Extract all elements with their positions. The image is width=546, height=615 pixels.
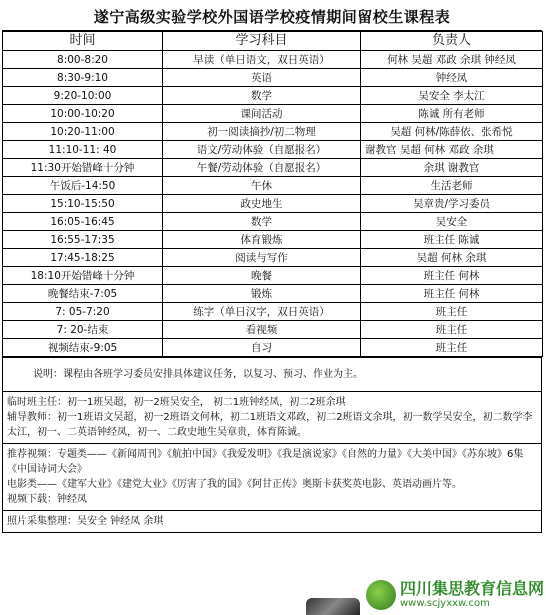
cell-subject: 早读（单日语文，双日英语） [163,51,361,69]
cell-owner: 吴超 何林/陈薛依、张希悦 [361,123,543,141]
avatar-thumbnail [306,598,360,615]
cell-subject: 锻炼 [163,285,361,303]
table-row [3,177,543,195]
cell-time: 午饭后-14:50 [3,177,163,195]
cell-time: 18:10开始错峰十分钟 [3,267,163,285]
cell-subject: 阅读与写作 [163,249,361,267]
cell-subject: 数学 [163,213,361,231]
cell-owner: 吴章贵/学习委员 [361,195,543,213]
cell-time: 7: 20-结束 [3,321,163,339]
cell-owner: 班主任 陈诚 [361,231,543,249]
cell-owner: 陈诚 所有老师 [361,105,543,123]
cell-owner: 钟经凤 [361,69,543,87]
table-row [3,231,543,249]
cell-subject: 体育锻炼 [163,231,361,249]
globe-leaf-logo-icon [366,580,396,610]
cell-owner: 班主任 [361,339,543,357]
table-row [3,267,543,285]
video-note [3,443,541,510]
cell-time: 8:00-8:20 [3,51,163,69]
recommended-videos: 推荐视频：专题类——《新闻周刊》《航拍中国》《我爱发明》《我是演说家》《自然的力量》《大美中国》《苏东坡》6集 《中国诗词大会》 [7,449,524,475]
page-title: 遂宁高级实验学校外国语学校疫情期间留校生课程表 [2,4,542,31]
cell-owner: 生活老师 [361,177,543,195]
cell-subject: 数学 [163,87,361,105]
cell-subject: 初一阅读摘抄/初二物理 [163,123,361,141]
notes-section [2,357,542,533]
table-row [3,123,543,141]
watermark-name: 四川集思教育信息网 [400,578,545,598]
cell-owner: 班主任 [361,321,543,339]
table-row [3,249,543,267]
cell-subject: 自习 [163,339,361,357]
table-row [3,51,543,69]
cell-owner: 班主任 何林 [361,285,543,303]
cell-subject: 看视频 [163,321,361,339]
watermark-url: www.scjyxxw.com [400,597,490,609]
table-row [3,69,543,87]
cell-time: 7: 05-7:20 [3,303,163,321]
cell-owner: 吴安全 [361,213,543,231]
cell-owner: 吴安全 李太江 [361,87,543,105]
cell-subject: 午休 [163,177,361,195]
tutor-teachers: 辅导教师：初一1班语文吴超，初一2班语文何林，初二1班语文邓政，初二2班语文余琪，初一数学吴安全，初二数学李太江，初一、二英语钟经凤，初一、二政史地生吴章贵，体育陈诚。 [7,412,533,438]
cell-time: 晚餐结束-7:05 [3,285,163,303]
cell-time: 9:20-10:00 [3,87,163,105]
header-owner: 负责人 [361,32,543,51]
cell-owner: 谢教官 吴超 何林 邓政 余琪 [361,141,543,159]
explanation-note: 说明：课程由各班学习委员安排具体建议任务，以复习、预习、作业为主。 [3,357,541,391]
cell-time: 10:20-11:00 [3,123,163,141]
homeroom-teachers: 临时班主任：初一1班吴超，初一2班吴安全， 初二1班钟经凤，初二2班余琪 [7,397,346,408]
table-row [3,195,543,213]
table-row [3,213,543,231]
schedule-sheet [2,4,542,533]
cell-owner: 班主任 [361,303,543,321]
recommended-movies: 电影类——《建军大业》《建党大业》《厉害了我的国》《阿甘正传》奥斯卡获奖英电影、英语动画片等。 [7,479,462,490]
cell-time: 17:45-18:25 [3,249,163,267]
cell-time: 15:10-15:50 [3,195,163,213]
table-row [3,159,543,177]
cell-time: 16:55-17:35 [3,231,163,249]
table-row [3,339,543,357]
watermark [362,574,546,615]
schedule-table [2,31,543,357]
table-row [3,87,543,105]
table-row [3,105,543,123]
cell-subject: 午餐/劳动体验（自愿报名） [163,159,361,177]
cell-time: 8:30-9:10 [3,69,163,87]
cell-owner: 余琪 谢教官 [361,159,543,177]
cell-subject: 语文/劳动体验（自愿报名） [163,141,361,159]
header-time: 时间 [3,32,163,51]
table-row [3,285,543,303]
cell-time: 16:05-16:45 [3,213,163,231]
cell-subject: 课间活动 [163,105,361,123]
staff-note [3,391,541,443]
cell-owner: 吴超 何林 余琪 [361,249,543,267]
cell-time: 视频结束-9:05 [3,339,163,357]
video-download: 视频下载：钟经凤 [7,494,87,505]
cell-subject: 练字（单日汉字，双日英语） [163,303,361,321]
table-row [3,303,543,321]
watermark-text [400,580,544,610]
cell-time: 11:30开始错峰十分钟 [3,159,163,177]
cell-subject: 晚餐 [163,267,361,285]
photo-note: 照片采集整理：吴安全 钟经凤 余琪 [3,510,541,532]
table-row [3,321,543,339]
cell-subject: 英语 [163,69,361,87]
table-row [3,141,543,159]
cell-time: 10:00-10:20 [3,105,163,123]
cell-subject: 政史地生 [163,195,361,213]
cell-owner: 班主任 何林 [361,267,543,285]
cell-time: 11:10-11: 40 [3,141,163,159]
header-subject: 学习科目 [163,32,361,51]
cell-owner: 何林 吴超 邓政 余琪 钟经凤 [361,51,543,69]
table-header-row [3,32,543,51]
